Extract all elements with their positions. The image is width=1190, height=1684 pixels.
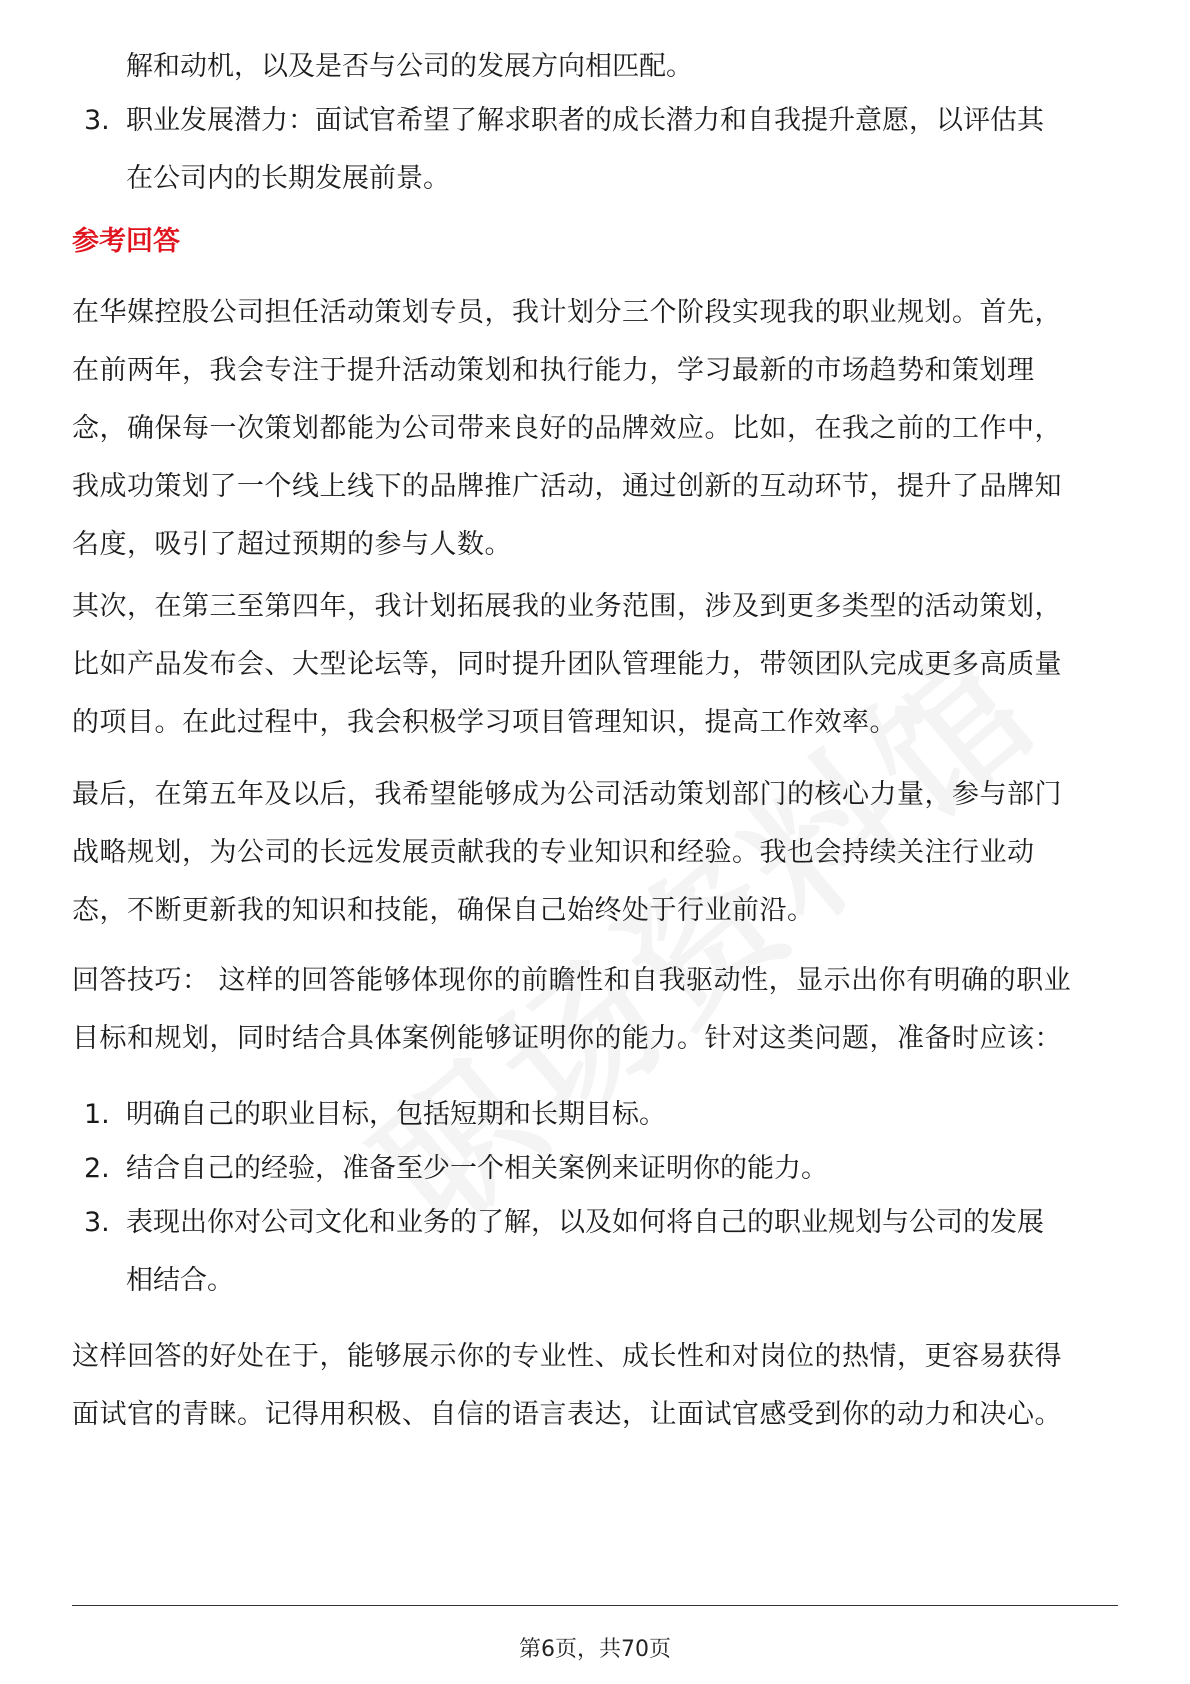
paragraph-2: 其次，在第三至第四年，我计划拓展我的业务范围，涉及到更多类型的活动策划， 比如产品发布会、大型论坛等，同时提升团队管理能力，带领团队完成更多高质量 的项目。在此过程中，我会积极学习项目管理知识，提高工作效率。 bbox=[72, 591, 1062, 738]
list-text: 表现出你对公司文化和业务的了解，以及如何将自己的职业规划与公司的发展 相结合。 bbox=[126, 1207, 1044, 1296]
list-item bbox=[72, 1194, 1122, 1310]
document-page: 解和动机，以及是否与公司的发展方向相匹配。 3. 职业发展潜力：面试官希望了解求职者的成长潜力和自我提升意愿，以评估其 在公司内的长期发展前景。 参考回答 在华媒控股公司担任活动策划专员，我计划分三个阶段实现我的职业规划。首先， 在前两年，我会专注于提升活动策划和执行能力，学习最新的市场趋势和策划理 念，确保每一次策划都能为公司带来良好的品牌效应。比如，在我之前的工作中， 我成功策划了一个线上线下的品牌推广活动，通过创新的互动环节，提升了品牌知 名度，吸引了超过预期的参与人数。 其次，在第三至第四年，我计划拓展我的业务范围，涉及到更多类型的活动策划， 比如产品发布会、大型论坛等，同时提升团队管理能力，带领团队完成更多高质量 的项目。在此过程中，我会积极学习项目管理知识，提高工作效率。 最后，在第五年及以后，我希望能够成为公司活动策划部门的核心力量，参与部门 战略规划，为公司的长远发展贡献我的专业知识和经验。我也会持续关注行业动 态，不断更新我的知识和技能，确保自己始终处于行业前沿。 回答技巧： 这样的回答能够体现你的前瞻性和自我驱动性，显示出你有明确的职业 目标和规划，同时结合具体案例能够证明你的能力。针对这类问题，准备时应该： 1. 明确自己的职业目标，包括短期和长期目标。 2. 结合自己的经验，准备至少一个相关案例来证明你的能力。 3. 表现出你对公司文化和业务的了解，以及如何将自己的职业规划与公司的发展 相结合。 这样回答的好处在于，能够展示你的专业性、成长性和对岗位的热情，更容易获得 面试官的青睐。记得用积极、自信的语言表达，让面试官感受到你的动力和决心。 第6页，共70页 bbox=[0, 0, 1190, 1684]
footer-divider bbox=[72, 1605, 1118, 1606]
section-heading: 参考回答 bbox=[72, 226, 180, 257]
list-text: 结合自己的经验，准备至少一个相关案例来证明你的能力。 bbox=[126, 1153, 828, 1184]
closing-paragraph: 这样回答的好处在于，能够展示你的专业性、成长性和对岗位的热情，更容易获得 面试官的青睐。记得用积极、自信的语言表达，让面试官感受到你的动力和决心。 bbox=[72, 1341, 1062, 1430]
list-number: 3. bbox=[84, 1207, 110, 1238]
tips-paragraph: 回答技巧： 这样的回答能够体现你的前瞻性和自我驱动性，显示出你有明确的职业 目标和规划，同时结合具体案例能够证明你的能力。针对这类问题，准备时应该： bbox=[72, 965, 1072, 1054]
page-number: 第6页，共70页 bbox=[519, 1637, 671, 1662]
list-number: 1. bbox=[84, 1099, 110, 1130]
list-number: 2. bbox=[84, 1153, 110, 1184]
list-number: 3. bbox=[84, 105, 110, 136]
list-item bbox=[72, 92, 1122, 208]
paragraph-1: 在华媒控股公司担任活动策划专员，我计划分三个阶段实现我的职业规划。首先， 在前两年，我会专注于提升活动策划和执行能力，学习最新的市场趋势和策划理 念，确保每一次策划都能为公司带来良好的品牌效应。比如，在我之前的工作中， 我成功策划了一个线上线下的品牌推广活动，通过创新的互动环节，提升了品牌知 名度，吸引了超过预期的参与人数。 bbox=[72, 297, 1062, 560]
paragraph-3: 最后，在第五年及以后，我希望能够成为公司活动策划部门的核心力量，参与部门 战略规划，为公司的长远发展贡献我的专业知识和经验。我也会持续关注行业动 态，不断更新我的知识和技能，确保自己始终处于行业前沿。 bbox=[72, 779, 1062, 926]
list-text: 职业发展潜力：面试官希望了解求职者的成长潜力和自我提升意愿，以评估其 在公司内的长期发展前景。 bbox=[126, 105, 1044, 194]
list-text: 明确自己的职业目标，包括短期和长期目标。 bbox=[126, 1099, 666, 1130]
